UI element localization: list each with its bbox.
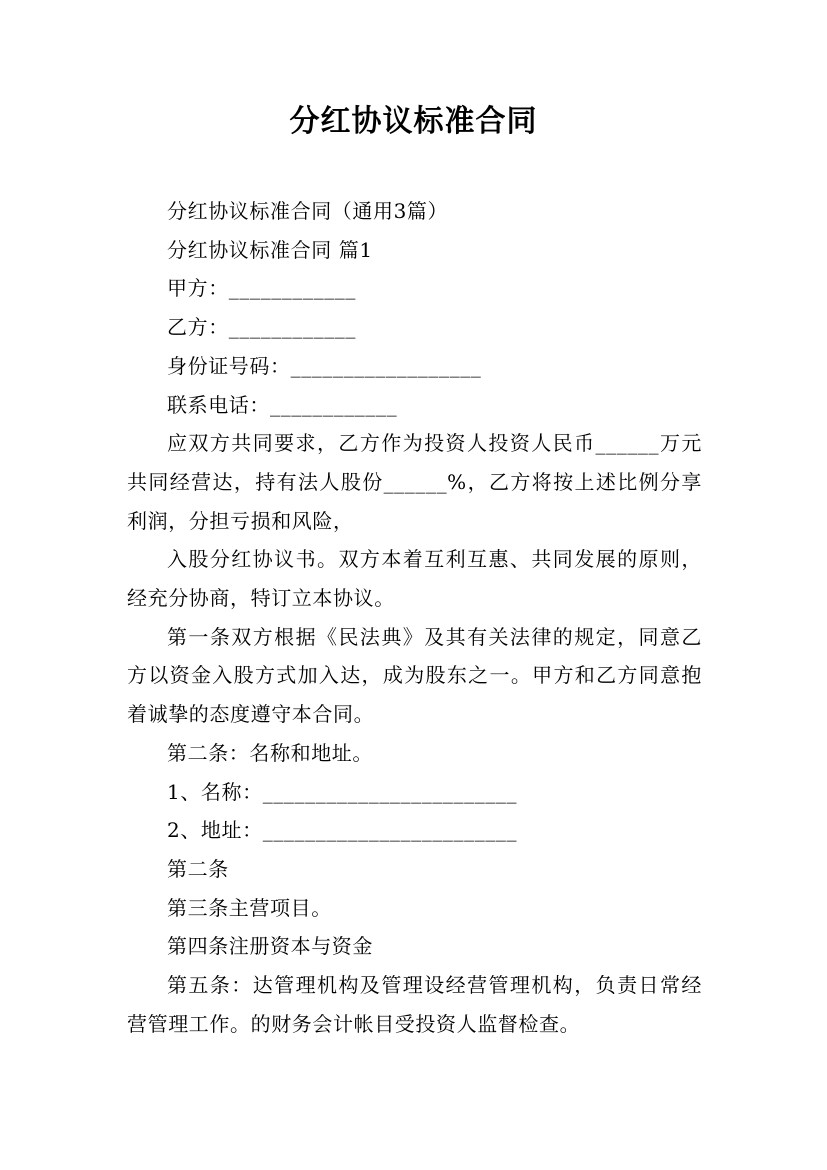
party-a-line: 甲方：____________ xyxy=(167,276,356,301)
article-3: 第三条主营项目。 xyxy=(167,895,332,920)
article-4: 第四条注册资本与资金 xyxy=(167,934,373,959)
document-body xyxy=(127,192,702,1043)
paragraph-section-heading: 分红协议标准合同 篇1 xyxy=(167,237,373,262)
article-5: 第五条：达管理机构及管理设经营管理机构，负责日常经营管理工作。的财务会计帐目受投资人监督检查。 xyxy=(127,973,702,1036)
paragraph-investment: 应双方共同要求，乙方作为投资人投资人民币______万元共同经营达，持有法人股份______%，乙方将按上述比例分享利润，分担亏损和风险， xyxy=(127,431,702,533)
id-number-line: 身份证号码：__________________ xyxy=(167,353,482,378)
article-2-heading: 第二条：名称和地址。 xyxy=(167,740,373,765)
address-line: 2、地址：________________________ xyxy=(167,818,518,843)
document-title: 分红协议标准合同 xyxy=(289,104,538,139)
article-2-repeat: 第二条 xyxy=(167,856,229,881)
article-1: 第一条双方根据《民法典》及其有关法律的规定，同意乙方以资金入股方式加入达，成为股东之一。甲方和乙方同意抱着诚挚的态度遵守本合同。 xyxy=(127,624,702,727)
contact-phone-line: 联系电话：____________ xyxy=(167,392,398,417)
name-line: 1、名称：________________________ xyxy=(167,779,518,804)
paragraph-subtitle: 分红协议标准合同（通用3篇） xyxy=(167,199,449,223)
paragraph-agreement-basis: 入股分红协议书。双方本着互利互惠、共同发展的原则，经充分协商，特订立本协议。 xyxy=(127,547,702,611)
party-b-line: 乙方：____________ xyxy=(167,315,356,340)
